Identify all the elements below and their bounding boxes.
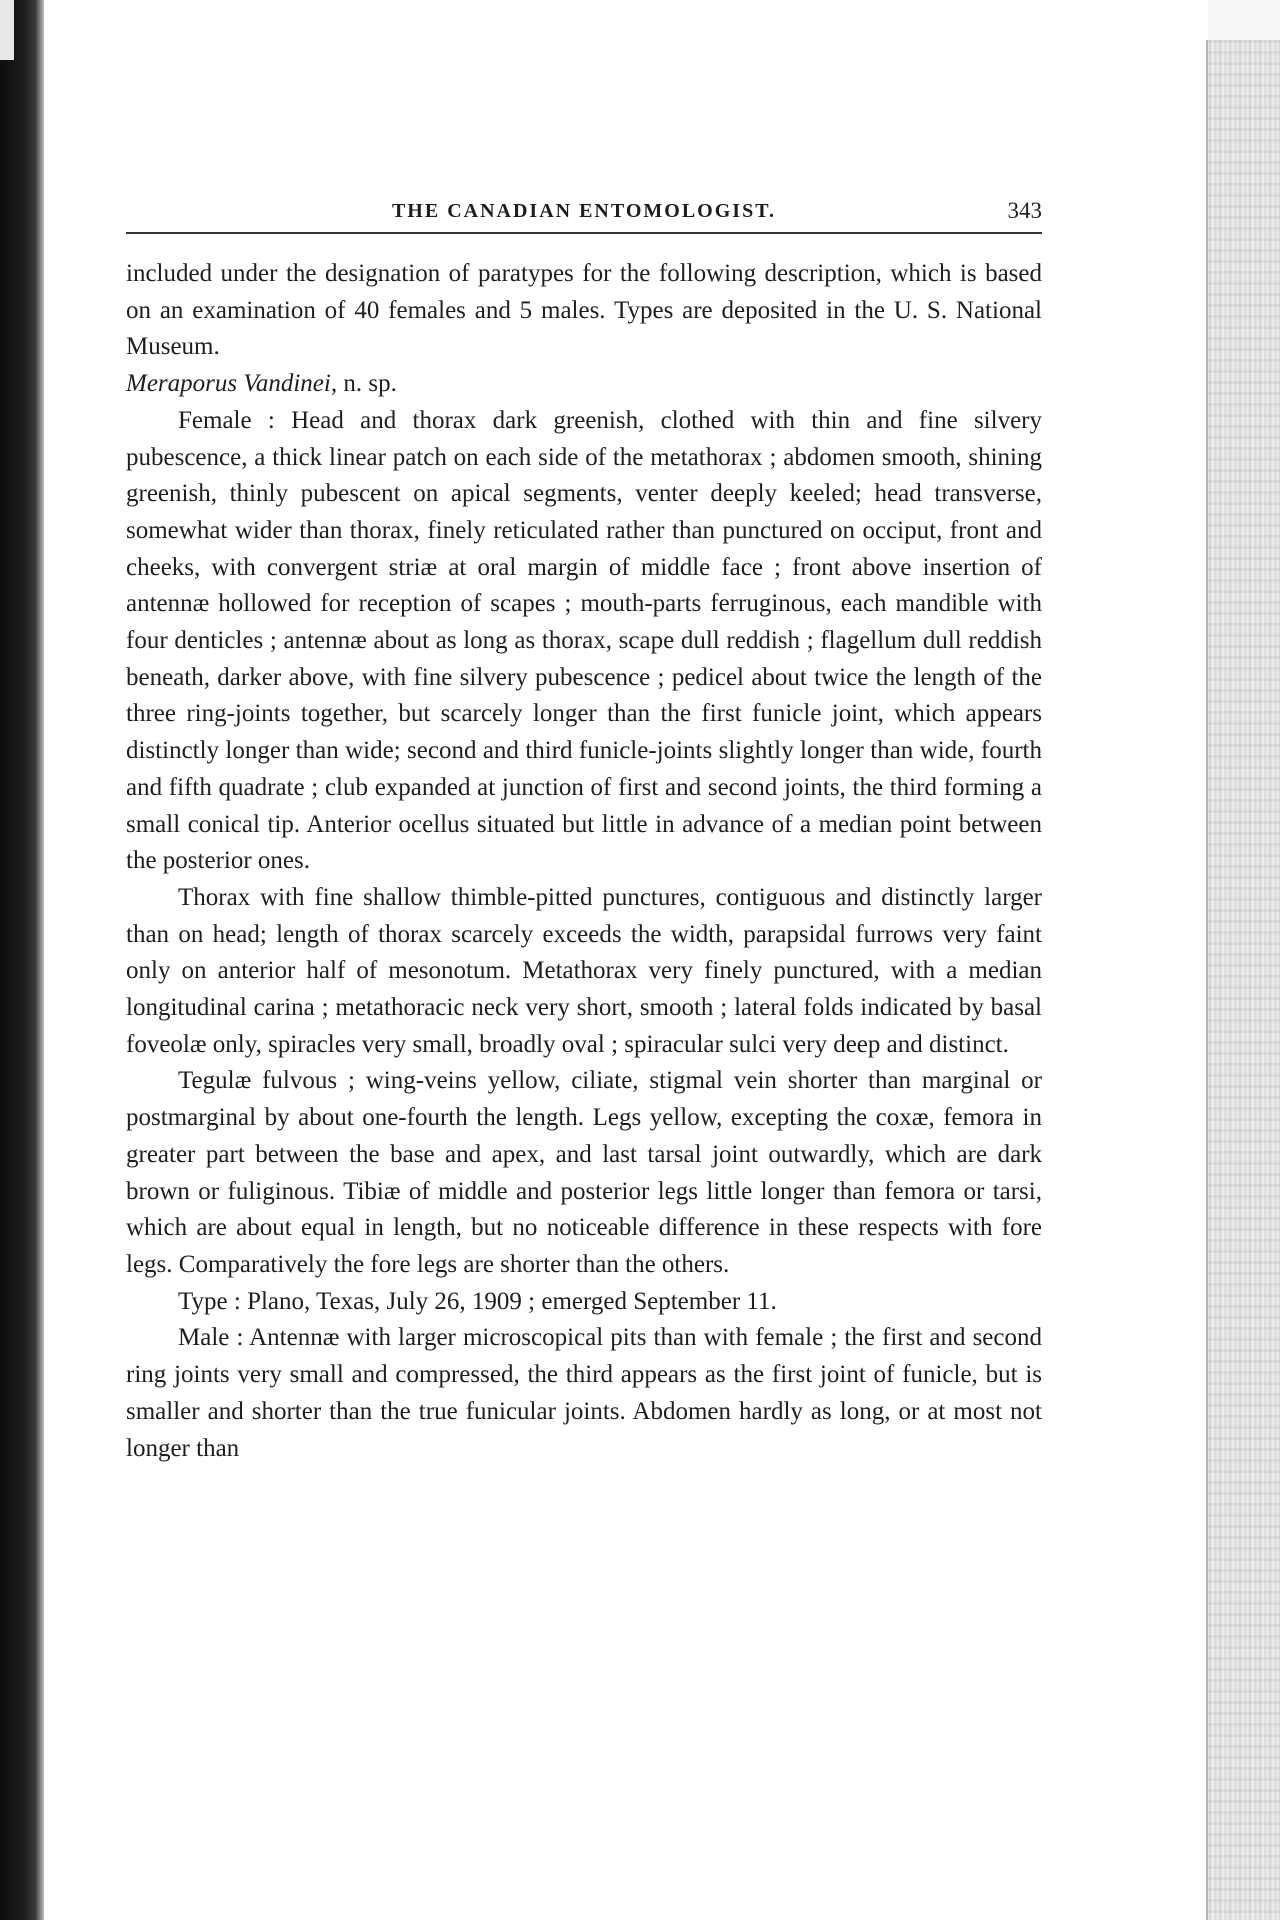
paragraph-female: Female : Head and thorax dark greenish, clothed with thin and fine silvery pubescence, a thick linear patch on each side of the metathorax ; abdomen smooth, shining greenish, thinly pubescent on apical segments, venter deeply keeled; head transverse, somewhat wider than thorax, finely reticulated rather than punctured on occiput, front and cheeks, with convergent striæ at oral margin of middle face ; front above insertion of antennæ hollowed for reception of scapes ; mouth-parts ferruginous, each mandible with four denticles ; antennæ about as long as thorax, scape dull reddish ; flagellum dull reddish beneath, darker above, with fine silvery pubescence ; pedicel about twice the length of the three ring-joints together, but scarcely longer than the first funicle joint, which appears distinctly longer than wide; second and third funicle-joints slightly longer than wide, fourth and fifth quadrate ; club expanded at junction of first and second joints, the third forming a small conical tip. Anterior ocellus situated but little in advance of a median point between the posterior ones. xyxy=(126,406,1042,875)
species-suffix: n. sp. xyxy=(337,370,397,398)
body-text xyxy=(126,256,1042,1467)
paragraph-type: Type : Plano, Texas, July 26, 1909 ; emerged September 11. xyxy=(178,1287,777,1315)
binding-shadow-left xyxy=(0,0,44,1920)
running-head xyxy=(126,196,1042,234)
species-heading xyxy=(126,366,1042,403)
page-edge-corner xyxy=(1208,0,1280,40)
binding-corner xyxy=(0,0,14,60)
page-edge-right xyxy=(1206,40,1280,1920)
paragraph-continued: included under the designation of paratypes for the following description, which is based on an examination of 40 females and 5 males. Types are deposited in the U. S. National Museum. xyxy=(126,260,1042,361)
page-number: 343 xyxy=(1007,198,1042,223)
paragraph-male: Male : Antennæ with larger microscopical pits than with female ; the first and second ring joints very small and compressed, the third appears as the first joint of funicle, but is smaller and shorter than the true funicular joints. Abdomen hardly as long, or at most not longer than xyxy=(126,1324,1042,1462)
running-title: THE CANADIAN ENTOMOLOGIST. xyxy=(391,200,777,222)
paragraph-tegulae: Tegulæ fulvous ; wing-veins yellow, ciliate, stigmal vein shorter than marginal or postmarginal by about one-fourth the length. Legs yellow, excepting the coxæ, femora in greater part between the base and apex, and last tarsal joint outwardly, which are dark brown or fuliginous. Tibiæ of middle and posterior legs little longer than femora or tarsi, which are about equal in length, but no noticeable difference in these respects with fore legs. Comparatively the fore legs are shorter than the others. xyxy=(126,1067,1042,1278)
paragraph-thorax: Thorax with fine shallow thimble-pitted punctures, contiguous and distinctly larger than on head; length of thorax scarcely exceeds the width, parapsidal furrows very faint only on anterior half of mesonotum. Metathorax very finely punctured, with a median longitudinal carina ; metathoracic neck very short, smooth ; lateral folds indicated by basal foveolæ only, spiracles very small, broadly oval ; spiracular sulci very deep and distinct. xyxy=(126,883,1042,1058)
species-name: Meraporus Vandinei, xyxy=(126,370,338,398)
book-page xyxy=(126,196,1042,1467)
